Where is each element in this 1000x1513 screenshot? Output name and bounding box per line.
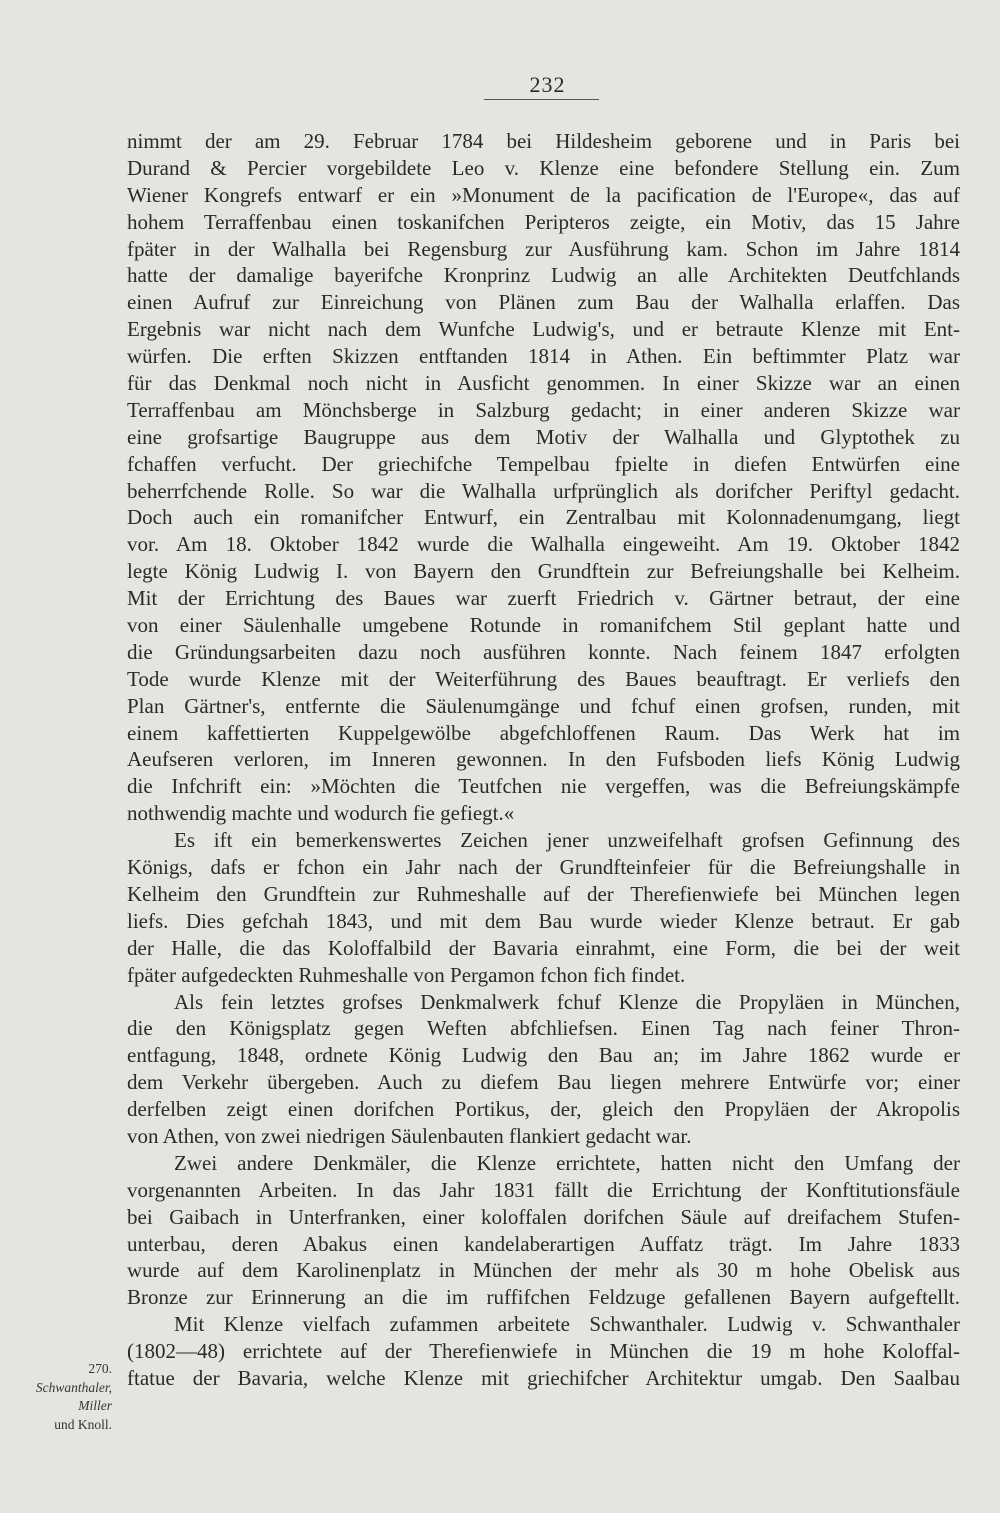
text-line: entfagung, 1848, ordnete König Ludwig den Bau an; im Jahre 1862 wurde er <box>127 1043 960 1068</box>
text-line: würfen. Die erften Skizzen entftanden 1814 in Athen. Ein beftimmter Platz war <box>127 344 960 369</box>
text-line: von einer Säulenhalle umgebene Rotunde in romanifchem Stil geplant hatte und <box>127 613 960 638</box>
text-line: die Gründungsarbeiten dazu noch ausführen konnte. Nach feinem 1847 erfolgten <box>127 639 960 664</box>
text-line: Kelheim den Grundftein zur Ruhmeshalle auf der Therefienwiefe bei München legen <box>127 881 960 906</box>
text-line: vor. Am 18. Oktober 1842 wurde die Walhalla eingeweiht. Am 19. Oktober 1842 <box>127 532 960 557</box>
text-line: Aeufseren verloren, im Inneren gewonnen. In den Fufsboden liefs König Ludwig <box>127 747 960 772</box>
body-text <box>127 128 960 1392</box>
text-line: Königs, dafs er fchon ein Jahr nach der Grundfteinfeier für die Befreiungshalle in <box>127 855 960 880</box>
text-line: die Infchrift ein: »Möchten die Teutfchen nie vergeffen, was die Befreiungskämpfe <box>127 774 960 799</box>
text-line: für das Denkmal noch nicht in Ausficht genommen. In einer Skizze war an einen <box>127 371 960 396</box>
paragraph-start-line: Zwei andere Denkmäler, die Klenze errichtete, hatten nicht den Umfang der <box>174 1150 960 1175</box>
text-line: fpäter in der Walhalla bei Regensburg zur Ausführung kam. Schon im Jahre 1814 <box>127 236 960 261</box>
paragraph-start-line: Es ift ein bemerkenswertes Zeichen jener unzweifelhaft grofsen Gefinnung des <box>174 828 960 853</box>
text-line: (1802—48) errichtete auf der Therefienwiefe in München die 19 m hohe Koloffal- <box>127 1339 960 1364</box>
margin-note-line: Schwanthaler, <box>35 1379 112 1395</box>
text-line: Mit der Errichtung des Baues war zuerft Friedrich v. Gärtner betraut, der eine <box>127 586 960 611</box>
header-rule <box>484 99 599 100</box>
text-line: hatte der damalige bayerifche Kronprinz Ludwig an alle Architekten Deutfchlands <box>127 263 960 288</box>
text-line: vorgenannten Arbeiten. In das Jahr 1831 fällt die Errichtung der Konftitutionsfäule <box>127 1177 960 1202</box>
paragraph-end-line: von Athen, von zwei niedrigen Säulenbauten flankiert gedacht war. <box>127 1123 692 1148</box>
text-line: legte König Ludwig I. von Bayern den Grundftein zur Befreiungshalle bei Kelheim. <box>127 559 960 584</box>
text-line: unterbau, deren Abakus einen kandelaberartigen Auffatz trägt. Im Jahre 1833 <box>127 1231 960 1256</box>
paragraph-start-line: Mit Klenze vielfach zufammen arbeitete Schwanthaler. Ludwig v. Schwanthaler <box>174 1312 960 1337</box>
text-line: ftatue der Bavaria, welche Klenze mit griechifcher Architektur umgab. Den Saalbau <box>127 1365 960 1390</box>
text-line: nimmt der am 29. Februar 1784 bei Hildesheim geborene und in Paris bei <box>127 129 960 153</box>
paragraph-end-line: nothwendig machte und wodurch fie gefiegt.« <box>127 801 515 826</box>
text-line: hohem Terraffenbau einen toskanifchen Peripteros zeigte, ein Motiv, das 15 Jahre <box>127 209 960 234</box>
margin-note <box>14 1360 112 1434</box>
text-line: Terraffenbau am Mönchsberge in Salzburg gedacht; in einer anderen Skizze war <box>127 397 960 422</box>
text-line: Ergebnis war nicht nach dem Wunfche Ludwig's, und er betraute Klenze mit Ent- <box>127 317 960 342</box>
margin-note-line: und Knoll. <box>54 1416 112 1432</box>
paragraph-start-line: Als fein letztes grofses Denkmalwerk fchuf Klenze die Propyläen in München, <box>174 989 960 1014</box>
text-line: Durand & Percier vorgebildete Leo v. Klenze eine befondere Stellung ein. Zum <box>127 155 960 180</box>
text-line: Wiener Kongrefs entwarf er ein »Monument de la pacification de l'Europe«, das auf <box>127 182 960 207</box>
text-line: die den Königsplatz gegen Weften abfchliefsen. Einen Tag nach feiner Thron- <box>127 1016 960 1041</box>
page-number: 232 <box>529 72 566 97</box>
text-line: Tode wurde Klenze mit der Weiterführung des Baues beauftragt. Er verliefs den <box>127 666 960 691</box>
margin-note-line: Miller <box>78 1398 112 1413</box>
text-line: Plan Gärtner's, entfernte die Säulenumgänge und fchuf einen grofsen, runden, mit <box>127 693 960 718</box>
text-line: einem kaffettierten Kuppelgewölbe abgefchloffenen Raum. Das Werk hat im <box>127 720 960 745</box>
text-line: einen Aufruf zur Einreichung von Plänen zum Bau der Walhalla erlaffen. Das <box>127 290 960 315</box>
paragraph-end-line: fpäter aufgedeckten Ruhmeshalle von Pergamon fchon fich findet. <box>127 962 686 987</box>
text-line: bei Gaibach in Unterfranken, einer koloffalen dorifchen Säule auf dreifachem Stufen- <box>127 1204 960 1229</box>
text-line: Doch auch ein romanifcher Entwurf, ein Zentralbau mit Kolonnadenumgang, liegt <box>127 505 960 530</box>
text-line: dem Verkehr übergeben. Auch zu diefem Bau liegen mehrere Entwürfe vor; einer <box>127 1070 960 1095</box>
text-line: liefs. Dies gefchah 1843, und mit dem Bau wurde wieder Klenze betraut. Er gab <box>127 908 960 933</box>
text-line: wurde auf dem Karolinenplatz in München der mehr als 30 m hohe Obelisk aus <box>127 1258 960 1283</box>
text-line: der Halle, die das Koloffalbild der Bavaria einrahmt, eine Form, die bei der weit <box>127 935 960 960</box>
text-line: beherrfchende Rolle. So war die Walhalla urfprünglich als dorifcher Periftyl gedacht. <box>127 478 960 503</box>
text-line: Bronze zur Erinnerung an die im ruffifchen Feldzuge gefallenen Bayern aufgeftellt. <box>127 1285 960 1310</box>
text-line: fchaffen verfucht. Der griechifche Tempelbau fpielte in diefen Entwürfen eine <box>127 451 960 476</box>
text-line: derfelben zeigt einen dorifchen Portikus, der, gleich den Propyläen der Akropolis <box>127 1097 960 1122</box>
text-line: eine grofsartige Baugruppe aus dem Motiv der Walhalla und Glyptothek zu <box>127 424 960 449</box>
margin-note-number: 270. <box>88 1361 112 1376</box>
